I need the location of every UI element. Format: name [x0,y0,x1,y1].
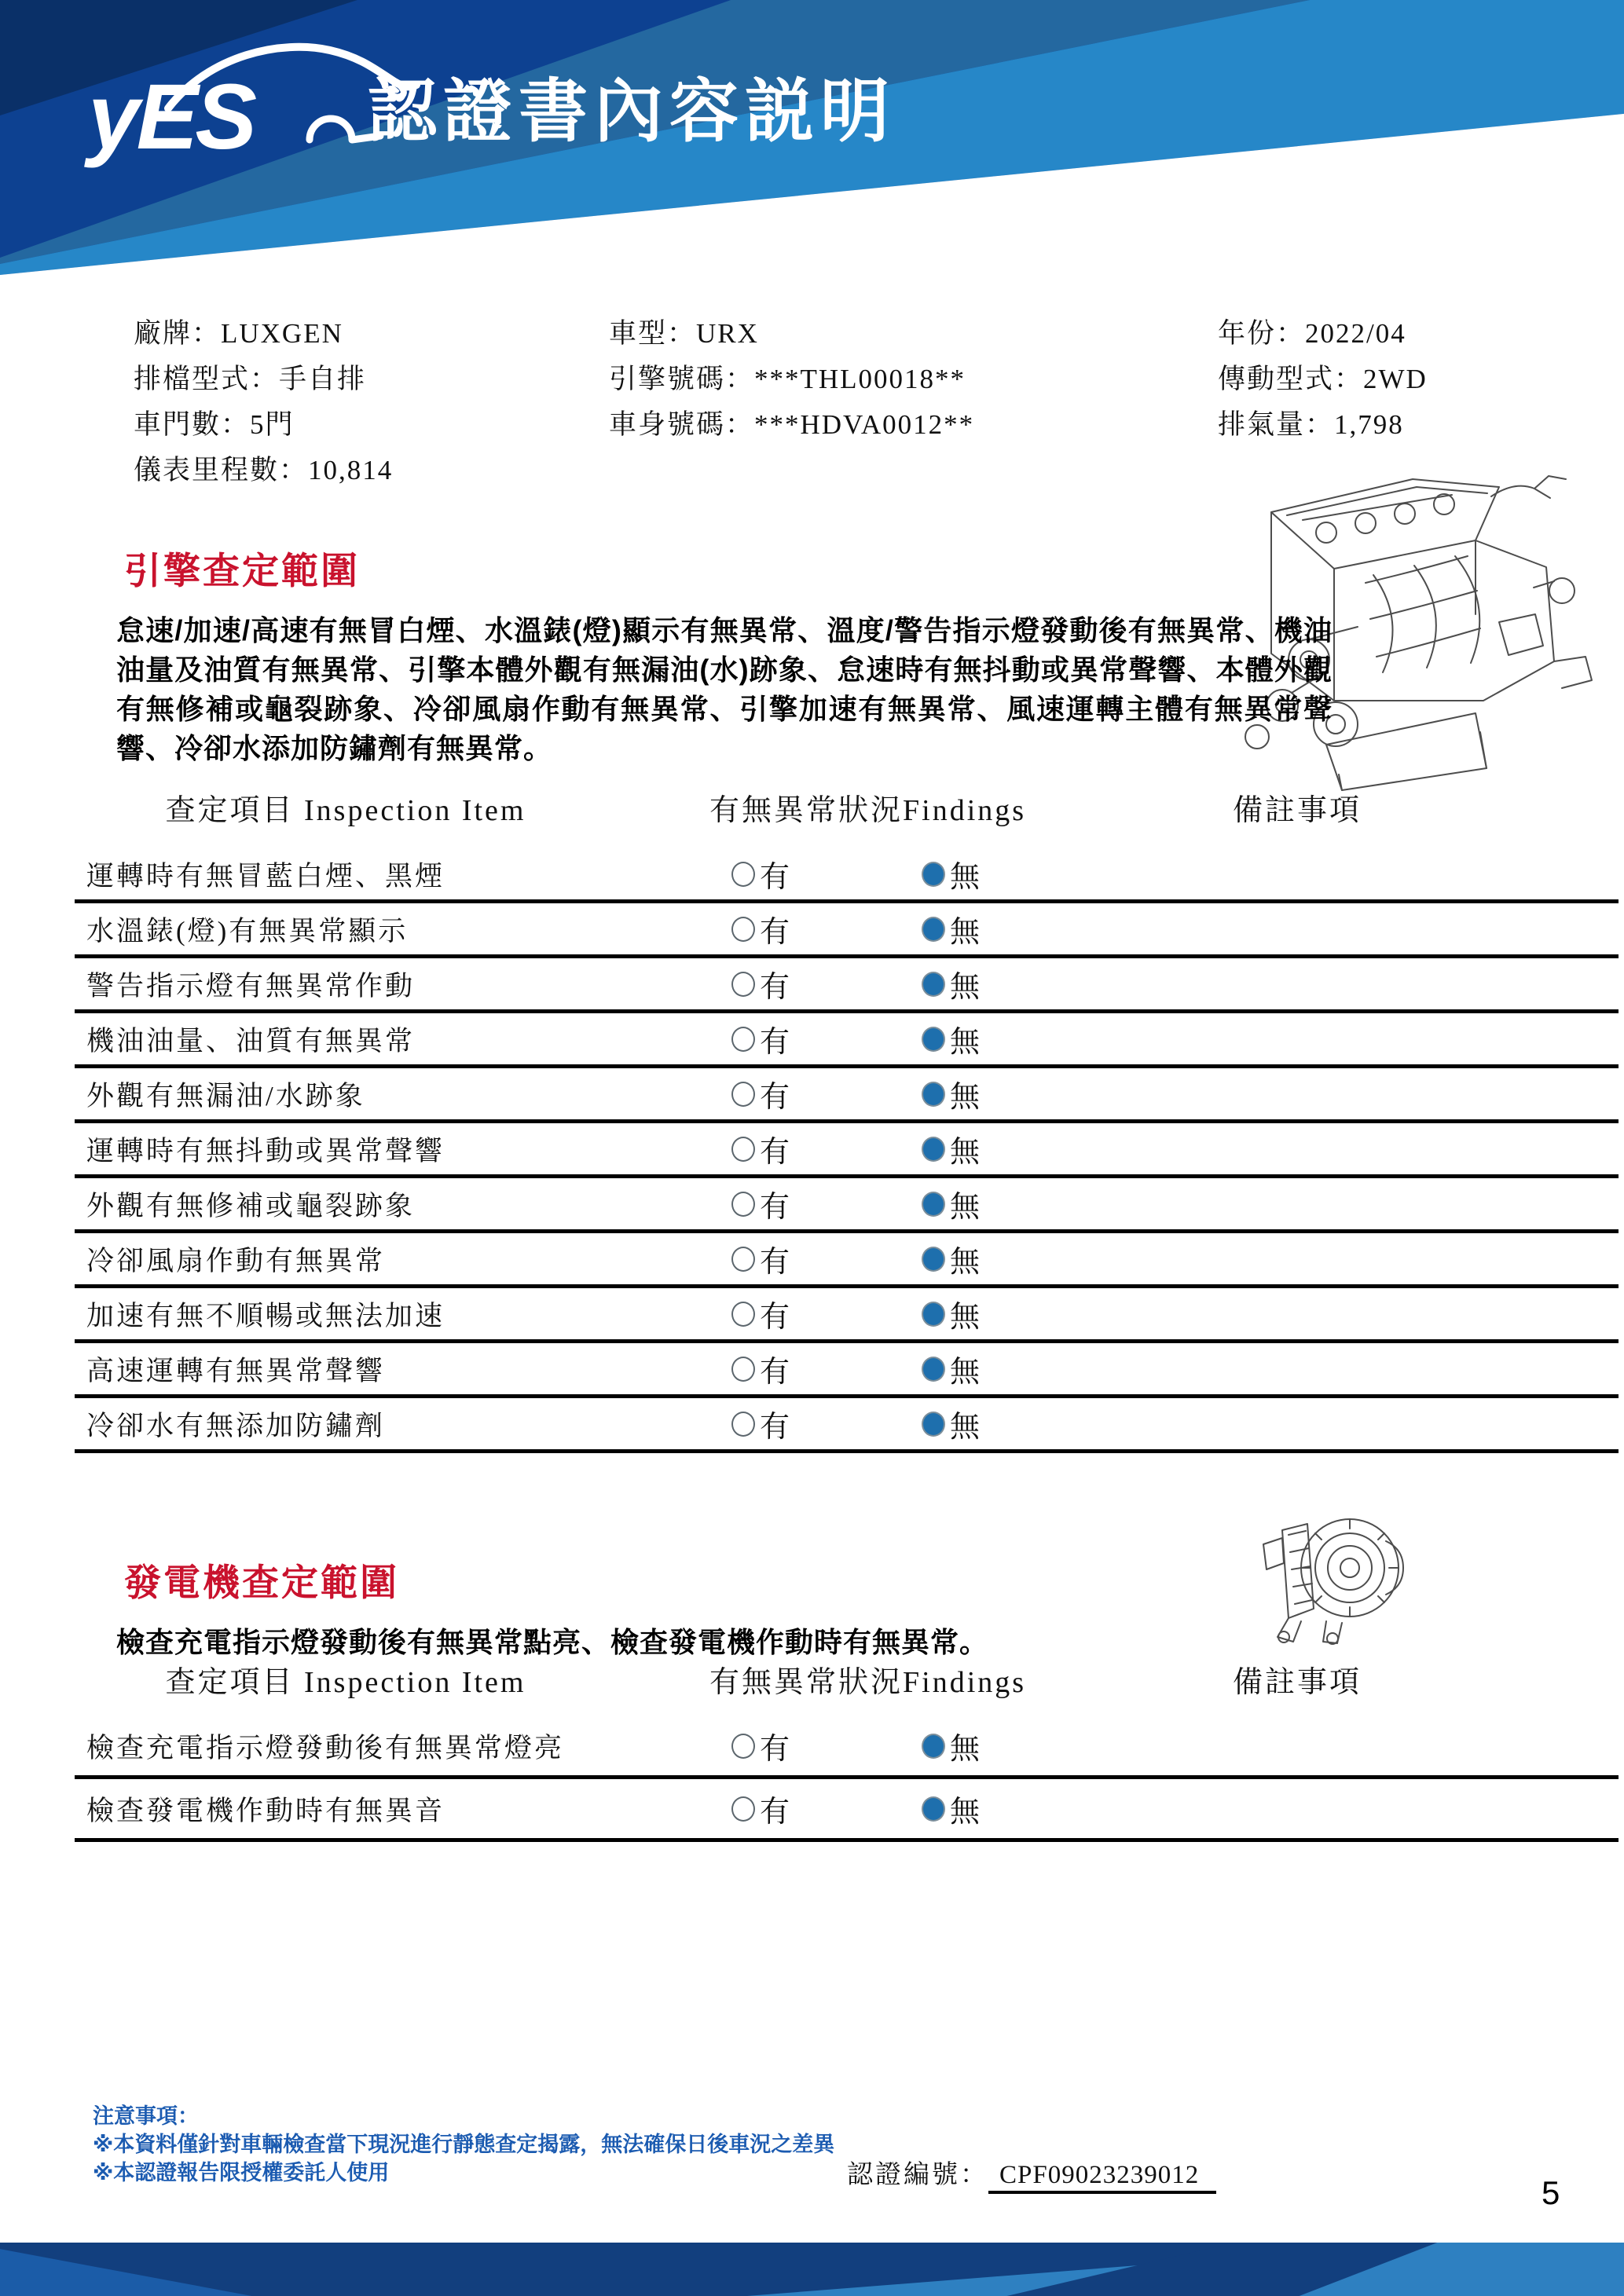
radio-yes-icon [731,972,755,997]
radio-no-icon [922,1302,945,1327]
option-yes [731,1017,790,1060]
yes-logo-text: yES [88,65,255,169]
option-yes [731,1787,790,1830]
column-header-item: 查定項目 Inspection Item [165,1666,526,1699]
findings-cell [617,1347,1167,1390]
option-yes [731,1292,790,1335]
findings-cell [617,1017,1167,1060]
option-no-label: 無 [950,916,981,949]
inspection-item-label: 檢查充電指示燈發動後有無異常燈亮 [86,1732,565,1763]
option-no [922,852,980,895]
column-header-item: 查定項目 Inspection Item [165,794,526,827]
radio-yes-icon [731,1192,755,1217]
option-yes-label: 有 [760,861,790,894]
inspection-item-label: 機油油量、油質有無異常 [86,1025,416,1056]
radio-no-icon [922,1412,945,1437]
radio-yes-icon [731,1027,755,1052]
vehicle-info-line: 車身號碼：***HDVA0012** [609,409,975,440]
vehicle-info-line: 年份：2022/04 [1218,318,1406,349]
option-yes [731,1347,790,1390]
findings-cell [617,907,1167,950]
findings-cell [617,962,1167,1005]
inspection-item-label: 警告指示燈有無異常作動 [86,970,416,1002]
option-no-label: 無 [950,1136,981,1169]
radio-no-icon [922,1357,945,1382]
inspection-item-label: 檢查發電機作動時有無異音 [86,1795,445,1826]
vehicle-info-col2 [609,311,974,448]
vehicle-info-line: 儀表里程數：10,814 [134,455,394,485]
findings-cell [617,1724,1167,1767]
option-no [922,1347,980,1390]
option-yes [731,1127,790,1170]
note-line-2: ※本認證報告限授權委託人使用 [93,2161,390,2184]
inspection-item-label: 冷卻水有無添加防鏽劑 [86,1410,386,1441]
radio-yes-icon [731,1796,755,1822]
option-yes-label: 有 [760,1191,790,1224]
option-yes-label: 有 [760,916,790,949]
radio-yes-icon [731,1734,755,1759]
table-row [75,1013,1619,1068]
footer-notes [93,2102,834,2187]
inspection-item-label: 運轉時有無冒藍白煙、黑煙 [86,860,445,892]
option-no [922,1127,980,1170]
option-no [922,1787,980,1830]
option-yes [731,1072,790,1115]
option-yes-label: 有 [760,1733,790,1766]
option-no-label: 無 [950,1026,981,1059]
option-no [922,907,980,950]
column-header-findings: 有無異常狀況Findings [709,1666,1027,1699]
option-no-label: 無 [950,861,981,894]
vehicle-info-line: 傳動型式：2WD [1218,364,1428,394]
table-row [75,1123,1619,1178]
vehicle-info-line: 廠牌：LUXGEN [134,318,343,349]
table-row [75,903,1619,958]
radio-no-icon [922,1027,945,1052]
generator-section-title: 發電機查定範圍 [124,1562,399,1603]
findings-cell [617,852,1167,895]
vehicle-info-line: 排檔型式：手自排 [134,364,367,394]
radio-yes-icon [731,1247,755,1272]
option-yes-label: 有 [760,1301,790,1334]
generator-section-description: 檢查充電指示燈發動後有無異常點亮、檢查發電機作動時有無異常。 [116,1626,989,1658]
option-no [922,1292,980,1335]
column-header-findings: 有無異常狀況Findings [709,794,1027,827]
option-yes [731,1237,790,1280]
option-yes-label: 有 [760,1796,790,1829]
notes-title: 注意事項： [93,2104,199,2128]
findings-cell [617,1787,1167,1830]
option-yes-label: 有 [760,1246,790,1279]
inspection-item-label: 冷卻風扇作動有無異常 [86,1245,386,1276]
radio-no-icon [922,917,945,942]
option-no-label: 無 [950,1733,981,1766]
option-yes-label: 有 [760,1356,790,1389]
option-yes [731,852,790,895]
option-no [922,1237,980,1280]
findings-cell [617,1402,1167,1445]
table-row [75,1343,1619,1398]
option-no-label: 無 [950,1301,981,1334]
option-yes [731,1182,790,1225]
findings-cell [617,1127,1167,1170]
radio-no-icon [922,972,945,997]
vehicle-info-line: 車型：URX [609,318,759,349]
engine-table-rows [75,848,1619,1453]
radio-no-icon [922,862,945,887]
radio-yes-icon [731,1137,755,1162]
option-no-label: 無 [950,1356,981,1389]
page-title: 認證書內容説明 [368,72,896,150]
radio-no-icon [922,1082,945,1107]
radio-no-icon [922,1247,945,1272]
option-no-label: 無 [950,1796,981,1829]
option-no [922,1724,980,1767]
option-yes-label: 有 [760,971,790,1004]
inspection-item-label: 高速運轉有無異常聲響 [86,1355,386,1386]
vehicle-info-col3 [1218,311,1428,448]
inspection-item-label: 加速有無不順暢或無法加速 [86,1300,445,1331]
table-row [75,848,1619,903]
option-yes [731,1402,790,1445]
radio-yes-icon [731,1082,755,1107]
note-line-1: ※本資料僅針對車輛檢查當下現況進行靜態查定揭露，無法確保日後車況之差異 [93,2133,835,2156]
engine-table-header [75,785,1619,848]
findings-cell [617,1237,1167,1280]
certificate-number-label: 認證編號： [847,2161,988,2189]
generator-table-header [75,1657,1619,1716]
radio-yes-icon [731,917,755,942]
inspection-item-label: 水溫錶(燈)有無異常顯示 [86,915,409,947]
radio-no-icon [922,1734,945,1759]
option-no-label: 無 [950,1081,981,1114]
option-no [922,1017,980,1060]
option-no [922,1402,980,1445]
radio-no-icon [922,1137,945,1162]
generator-table-rows [75,1716,1619,1842]
table-row [75,958,1619,1013]
radio-yes-icon [731,862,755,887]
table-row [75,1068,1619,1123]
option-no [922,962,980,1005]
vehicle-info-line: 引擎號碼：***THL00018** [609,364,966,394]
certificate-number-row [847,2154,1216,2191]
inspection-item-label: 外觀有無修補或龜裂跡象 [86,1190,416,1221]
radio-no-icon [922,1192,945,1217]
inspection-item-label: 外觀有無漏油/水跡象 [86,1080,365,1111]
table-row [75,1233,1619,1288]
page-header [0,0,1624,275]
findings-cell [617,1072,1167,1115]
table-row [75,1288,1619,1343]
radio-no-icon [922,1796,945,1822]
table-row [75,1779,1619,1842]
option-yes-label: 有 [760,1411,790,1444]
engine-section-title: 引擎查定範圍 [124,550,360,591]
option-yes-label: 有 [760,1081,790,1114]
column-header-notes: 備註事項 [1233,794,1362,827]
table-row [75,1716,1619,1779]
table-row [75,1398,1619,1453]
option-yes [731,1724,790,1767]
findings-cell [617,1182,1167,1225]
findings-cell [617,1292,1167,1335]
generator-inspection-table [75,1657,1619,1842]
option-yes-label: 有 [760,1136,790,1169]
option-no [922,1072,980,1115]
inspection-item-label: 運轉時有無抖動或異常聲響 [86,1135,445,1166]
table-row [75,1178,1619,1233]
column-header-notes: 備註事項 [1233,1666,1362,1699]
option-no [922,1182,980,1225]
vehicle-info-line: 排氣量：1,798 [1218,409,1404,440]
page-footer-band [0,2243,1624,2296]
radio-yes-icon [731,1357,755,1382]
radio-yes-icon [731,1412,755,1437]
option-no-label: 無 [950,1191,981,1224]
engine-section-description: 怠速/加速/高速有無冒白煙、水溫錶(燈)顯示有無異常、溫度/警告指示燈發動後有無異常、機油油量及油質有無異常、引擎本體外觀有無漏油(水)跡象、怠速時有無抖動或異常聲響、本體外觀有無修補或龜裂跡象、冷卻風扇作動有無異常、引擎加速有無異常、風速運轉主體有無異常聲響、冷卻水添加防鏽劑有無異常。 [116,614,1333,764]
option-no-label: 無 [950,971,981,1004]
engine-inspection-table [75,785,1619,1453]
page-number: 5 [1542,2174,1560,2211]
option-yes [731,962,790,1005]
radio-yes-icon [731,1302,755,1327]
option-no-label: 無 [950,1411,981,1444]
vehicle-info-line: 車門數：5門 [134,409,295,440]
option-yes [731,907,790,950]
certificate-number-value: CPF09023239012 [988,2161,1216,2194]
option-yes-label: 有 [760,1026,790,1059]
option-no-label: 無 [950,1246,981,1279]
vehicle-info-col1 [134,311,393,493]
